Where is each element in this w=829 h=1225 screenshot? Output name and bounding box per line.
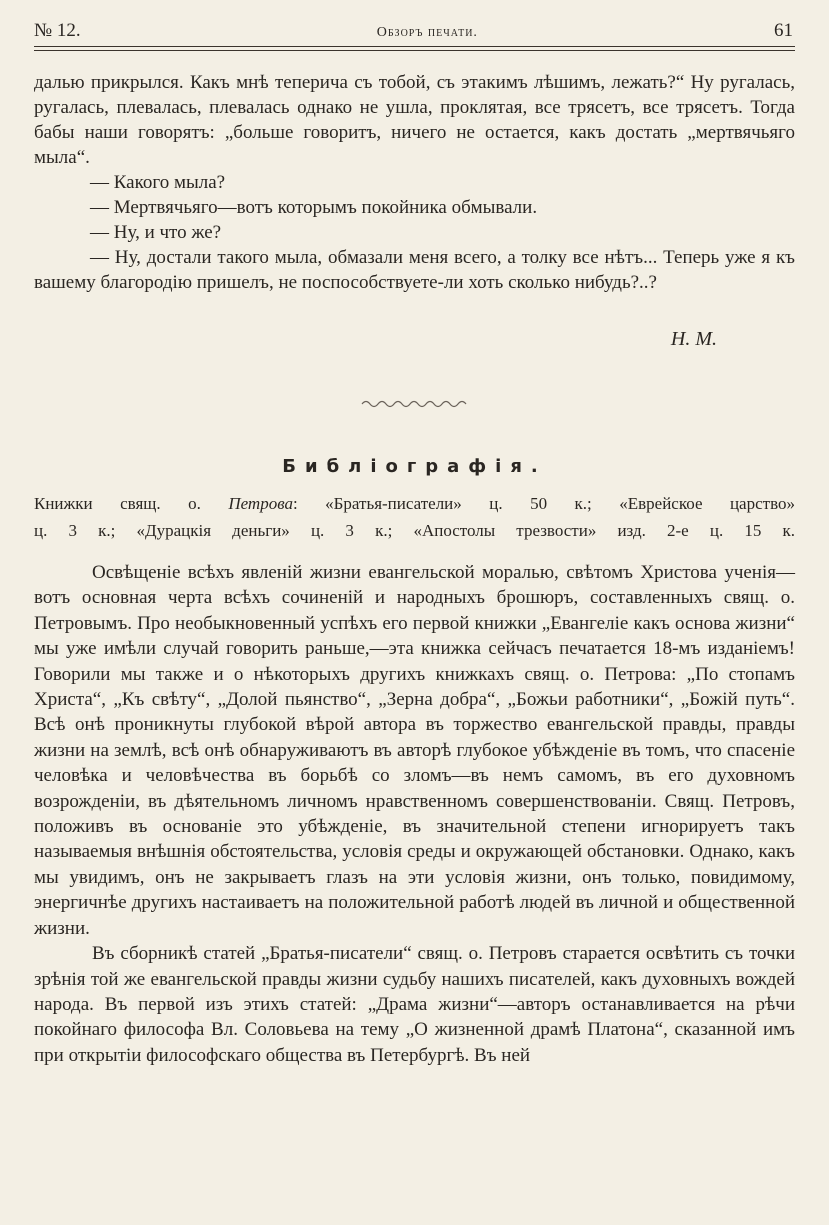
bibliography-titles: : «Братья-писатели» ц. 50 к.; «Еврейское царство» bbox=[292, 494, 795, 513]
bibliography-line: ц. 3 к.; «Дурацкія деньги» ц. 3 к.; «Апостолы трезвости» изд. 2-е ц. 15 к. bbox=[34, 521, 795, 540]
author-signature: Н. М. bbox=[670, 328, 717, 350]
issue-number: № 12. bbox=[34, 20, 81, 41]
header-rule bbox=[34, 46, 795, 47]
story-paragraph: далью прикрылся. Какъ мнѣ теперича съ тобой, съ этакимъ лѣшимъ, лежать?“ Ну ругалась, ругалась, плевалась, плевалась однако не ушла, проклятая, все трясетъ, все трясетъ. Тогда бабы наши говорятъ: „больше говоритъ, ничего не остается, какъ достать „мертвячьяго мыла“. bbox=[34, 72, 795, 168]
page-number: 61 bbox=[773, 20, 793, 41]
bibliography-entry bbox=[34, 490, 795, 544]
story-text bbox=[34, 70, 795, 295]
section-divider-ornament bbox=[360, 398, 470, 410]
review-paragraph: Освѣщеніе всѣхъ явленій жизни евангельской моралью, свѣтомъ Христова ученія—вотъ основная черта всѣхъ сочиненій и народныхъ брошюръ, составленныхъ свящ. о. Петровымъ. Про необыкновенный успѣхъ его первой книжки „Евангеліе какъ основа жизни“ мы уже имѣли случай говорить раньше,—эта книжка сейчасъ печатается 18-мъ изданіемъ! Говорили мы также и о нѣкоторыхъ другихъ книжкахъ свящ. о. Петрова: „По стопамъ Христа“, „Къ свѣту“, „Долой пьянство“, „Зерна добра“, „Божьи работники“, „Божій путь“. Всѣ онѣ проникнуты глубокой вѣрой автора въ торжество евангельской правды, правды жизни на землѣ, всѣ онѣ обнаруживаютъ въ авторѣ глубокое убѣжденіе въ томъ, что спасеніе человѣка и человѣчества въ борьбѣ со зломъ—въ немъ самомъ, въ его духовномъ возрожденіи, въ дѣятельномъ личномъ нравственномъ совершенствованіи. Свящ. Петровъ, положивъ въ основаніе это убѣжденіе, въ значительной степени игнорируетъ такъ называемыя внѣшнія обстоятельства, условія среды и окружающей обстановки. Однако, какъ мы увидимъ, онъ не закрываетъ глазъ на эти условія жизни, онъ только, повидимому, энергичнѣе другихъ настаиваетъ на положительной работѣ людей въ личной и общественной жизни. bbox=[34, 562, 795, 939]
dialog-line: — Мертвячьяго—вотъ которымъ покойника обмывали. bbox=[90, 197, 538, 218]
dialog-line: — Какого мыла? bbox=[90, 172, 226, 193]
page-header bbox=[34, 20, 793, 46]
bibliography-line bbox=[34, 490, 795, 517]
bibliography-author: Петрова bbox=[228, 494, 293, 513]
bibliography-prefix: Книжки свящ. о. bbox=[34, 494, 229, 513]
review-paragraph: Въ сборникѣ статей „Братья-писатели“ свящ. о. Петровъ старается освѣтить съ точки зрѣнія той же евангельской правды жизни судьбу нашихъ писателей, какъ духовныхъ вождей народа. Въ первой изъ этихъ статей: „Драма жизни“—авторъ останавливается на рѣчи покойнаго философа Вл. Соловьева на тему „О жизненной драмѣ Платона“, сказанной имъ при открытіи философскаго общества въ Петербургѣ. Въ ней bbox=[34, 943, 795, 1066]
section-heading: Библіографія. bbox=[282, 456, 547, 477]
dialog-line: — Ну, и что же? bbox=[90, 222, 222, 243]
review-text bbox=[34, 560, 795, 1068]
section-title: Обзоръ печати. bbox=[376, 25, 478, 40]
dialog-line: — Ну, достали такого мыла, обмазали меня всего, а толку все нѣтъ... Теперь уже я къ вашему благородію пришелъ, не поспособствуете-ли хоть сколько нибудь?..? bbox=[34, 247, 795, 293]
header-rule-second bbox=[34, 50, 795, 51]
